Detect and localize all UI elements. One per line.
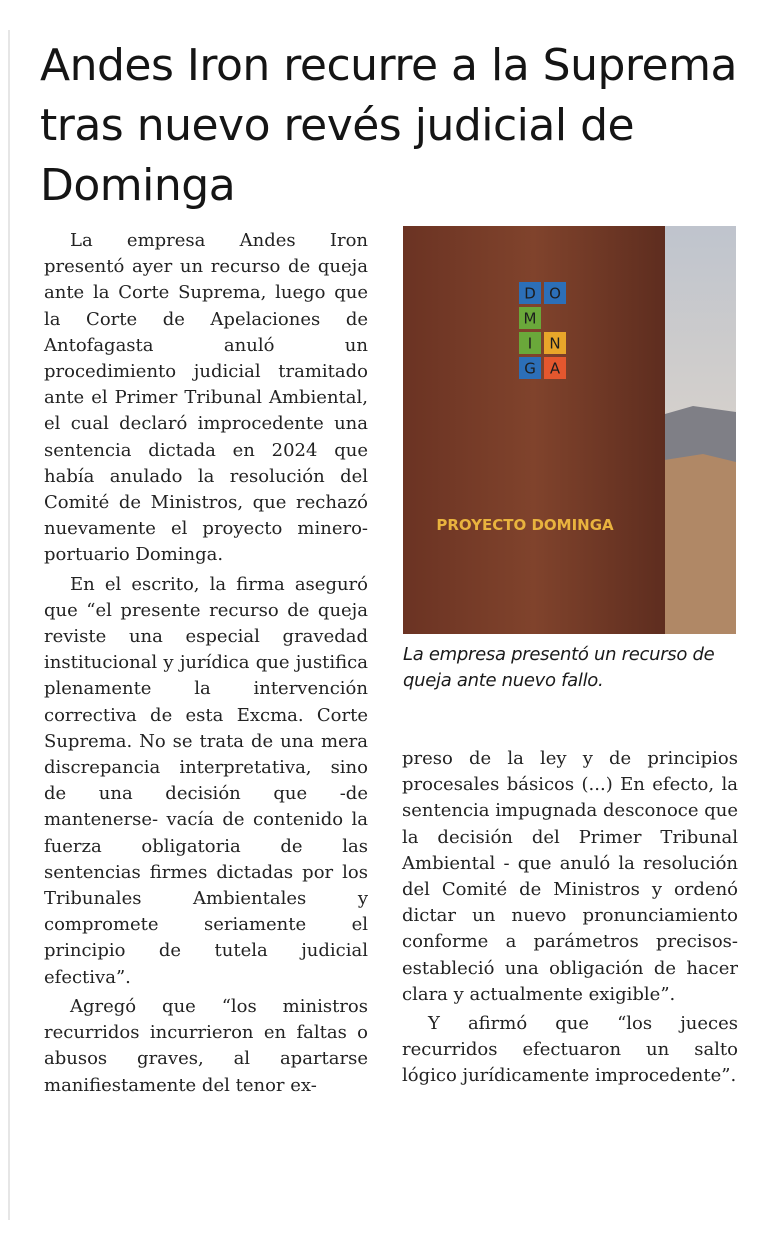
article-column-right <box>402 746 738 1090</box>
article-headline: Andes Iron recurre a la Suprema tras nuevo revés judicial de Dominga <box>40 40 737 211</box>
article-paragraph-2: En el escrito, la firma aseguró que “el presente recurso de queja reviste una especial gravedad institucional y jurídica que justifica plenamente la intervención correctiva de esta Excma. Corte Suprema. No se trata de una mera discrepancia interpretativa, sino de una decisión que -de mantenerse- vacía de contenido la fuerza obligatoria de las sentencias firmes dictadas por los Tribunales Ambientales y compromete seriamente el principio de tutela judicial efectiva”. <box>44 573 368 988</box>
article-paragraph-3-continued: preso de la ley y de principios procesales básicos (...) En efecto, la sentencia impugnada desconoce que la decisión del Primer Tribunal Ambiental - que anuló la resolución del Comité de Ministros y ordenó dictar un nuevo pronunciamiento conforme a parámetros precisos- estableció una obligación de hacer clara y actualmente exigible”. <box>402 748 738 1005</box>
logo-letter: I <box>527 334 533 353</box>
article-photo <box>403 226 736 634</box>
article-column-left <box>44 228 368 1099</box>
desert-ground <box>658 454 736 634</box>
logo-letter: M <box>523 309 537 328</box>
article-paragraph-3: Agregó que “los ministros recurridos incurrieron en faltas o abusos graves, al apartarse manifiestamente del tenor ex- <box>44 995 368 1096</box>
logo-letter: N <box>549 334 561 353</box>
dominga-sign-photo <box>403 226 736 634</box>
article-paragraph-4: Y afirmó que “los jueces recurridos efectuaron un salto lógico jurídicamente improcedente”. <box>402 1013 738 1087</box>
sign-project-label: PROYECTO DOMINGA <box>436 516 614 534</box>
logo-letter: O <box>549 284 561 303</box>
page-edge-line <box>8 30 10 1220</box>
logo-letter: G <box>524 359 536 378</box>
logo-letter: A <box>549 359 561 378</box>
photo-caption: La empresa presentó un recurso de queja ante nuevo fallo. <box>403 644 715 691</box>
logo-letter: D <box>524 284 536 303</box>
article-paragraph-1: La empresa Andes Iron presentó ayer un recurso de queja ante la Corte Suprema, luego que la Corte de Apelaciones de Antofagasta anuló un procedimiento judicial tramitado ante el Primer Tribunal Ambiental, el cual declaró improcedente una sentencia dictada en 2024 que había anulado la resolución del Comité de Ministros, que rechazó nuevamente el proyecto minero-portuario Dominga. <box>44 230 368 566</box>
